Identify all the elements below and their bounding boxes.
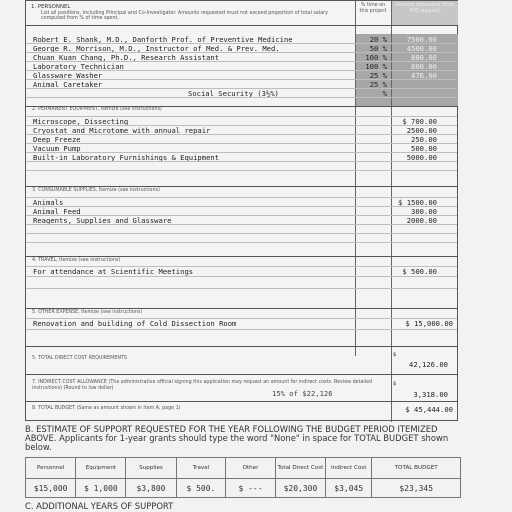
estimate-value-cell: $ 1,000 xyxy=(76,479,126,498)
estimate-header-cell: Travel xyxy=(176,458,226,479)
travel-header: 4. TRAVEL, Itemize (see instructions) xyxy=(32,258,121,263)
estimate-value-cell: $15,000 xyxy=(26,479,76,498)
other-amount: $ 15,000.00 xyxy=(405,319,453,328)
consumables-list xyxy=(33,198,171,225)
estimate-header-cell: Other xyxy=(226,458,276,479)
equipment-item: Microscope, Dissecting xyxy=(33,117,129,126)
section-c-text: C. ADDITIONAL YEARS OF SUPPORT xyxy=(25,501,174,511)
consumables-amounts: $ 1500.00 300.00 2000.00 xyxy=(398,198,437,225)
estimate-value-row xyxy=(26,479,461,498)
personnel-row: Animal Caretaker xyxy=(33,80,103,89)
equipment-list xyxy=(33,117,219,162)
personnel-row: Glassware Washer xyxy=(33,71,103,80)
equipment-item: Built-in Laboratory Furnishings & Equipment xyxy=(33,153,220,162)
estimate-table xyxy=(25,457,461,498)
estimate-header-cell: Total Direct Cost xyxy=(275,458,325,479)
estimate-value-cell: $3,800 xyxy=(126,479,176,498)
estimate-value-cell: $23,345 xyxy=(372,479,461,498)
consumable-item: Animal Feed xyxy=(33,207,81,216)
indirect-handwritten: 15% of $22,126 xyxy=(272,389,333,398)
consumables-header: 3. CONSUMABLE SUPPLIES, Itemize (see instructions) xyxy=(32,188,160,193)
personnel-row: Laboratory Technician xyxy=(33,62,124,71)
estimate-value-cell: $ --- xyxy=(226,479,276,498)
total-direct-dollar: $ xyxy=(393,352,397,358)
consumable-item: Animals xyxy=(33,198,64,207)
personnel-row: George R. Morrison, M.D., Instructor of Med. & Prev. Med. xyxy=(33,44,280,53)
other-header: 5. OTHER EXPENSE, Itemize (see instructions) xyxy=(32,310,143,315)
estimate-value-cell: $ 500. xyxy=(176,479,226,498)
equipment-header: 2. PERMANENT EQUIPMENT, Itemize (see instructions) xyxy=(32,107,162,112)
pct-column: 20 % 50 % 100 % 100 % 25 % 25 % % xyxy=(365,35,387,98)
section-b-text: B. ESTIMATE OF SUPPORT REQUESTED FOR THE YEAR FOLLOWING THE BUDGET PERIOD ITEMIZED ABOVE. Applicants for 1-year grants should type the word "None" in space for TOTAL BUDGET shown below. xyxy=(25,424,449,453)
estimate-header-cell: Equipment xyxy=(76,458,126,479)
amount-header: Amount requested (from PHS support) xyxy=(395,3,455,14)
indirect-cost-label: 7. INDIRECT COST ALLOWANCE (The administrative official signing this application may request an amount for indirect costs. Review detailed instructions) (Round to low dollar) xyxy=(32,380,373,391)
estimate-value-cell: $20,300 xyxy=(275,479,325,498)
estimate-header-cell: Personnel xyxy=(26,458,76,479)
estimate-header-cell: TOTAL BUDGET xyxy=(372,458,461,479)
indirect-dollar: $ xyxy=(393,381,397,387)
estimate-header-row xyxy=(26,458,461,479)
pct-time-header: % time on this project xyxy=(359,3,387,14)
estimate-header-cell: Indirect Cost xyxy=(326,458,372,479)
consumable-item: Reagents, Supplies and Glassware xyxy=(33,216,172,225)
total-direct-amount: 42,126.00 xyxy=(409,360,448,369)
total-direct-label: 5. TOTAL DIRECT COST REQUIREMENTS xyxy=(32,356,127,361)
estimate-value-cell: $3,045 xyxy=(326,479,372,498)
personnel-row: Robert E. Shank, M.D., Danforth Prof. of Preventive Medicine xyxy=(33,35,293,44)
personnel-amount-column: 7500.00 4500.00 800.00 800.00 476.00 xyxy=(406,35,437,80)
indirect-amount: 3,318.00 xyxy=(413,390,448,399)
travel-item: For attendance at Scientific Meetings xyxy=(33,267,194,276)
personnel-header: 1. PERSONNEL List all positions, including Principal and Co-Investigator. Amounts requested must not exceed proportion of total salary computed from % of time spent. xyxy=(31,4,328,22)
other-item: Renovation and building of Cold Dissection Room xyxy=(33,319,237,328)
travel-amount: $ 500.00 xyxy=(402,267,437,276)
estimate-header-cell: Supplies xyxy=(126,458,176,479)
equipment-item: Deep Freeze xyxy=(33,135,81,144)
equipment-item: Vacuum Pump xyxy=(33,144,81,153)
personnel-row: Chuan Kuan Chang, Ph.D., Research Assistant xyxy=(33,53,220,62)
budget-form xyxy=(25,0,458,421)
total-budget-amount: $ 45,444.00 xyxy=(405,405,453,414)
equipment-amounts: $ 700.00 2500.00 250.00 500.00 5000.00 xyxy=(402,117,437,162)
social-security-row: Social Security (3½%) xyxy=(188,89,279,98)
equipment-item: Cryostat and Microtome with annual repair xyxy=(33,126,211,135)
total-budget-label: 8. TOTAL BUDGET (Same as amount shown in item A, page 1) xyxy=(32,406,181,411)
